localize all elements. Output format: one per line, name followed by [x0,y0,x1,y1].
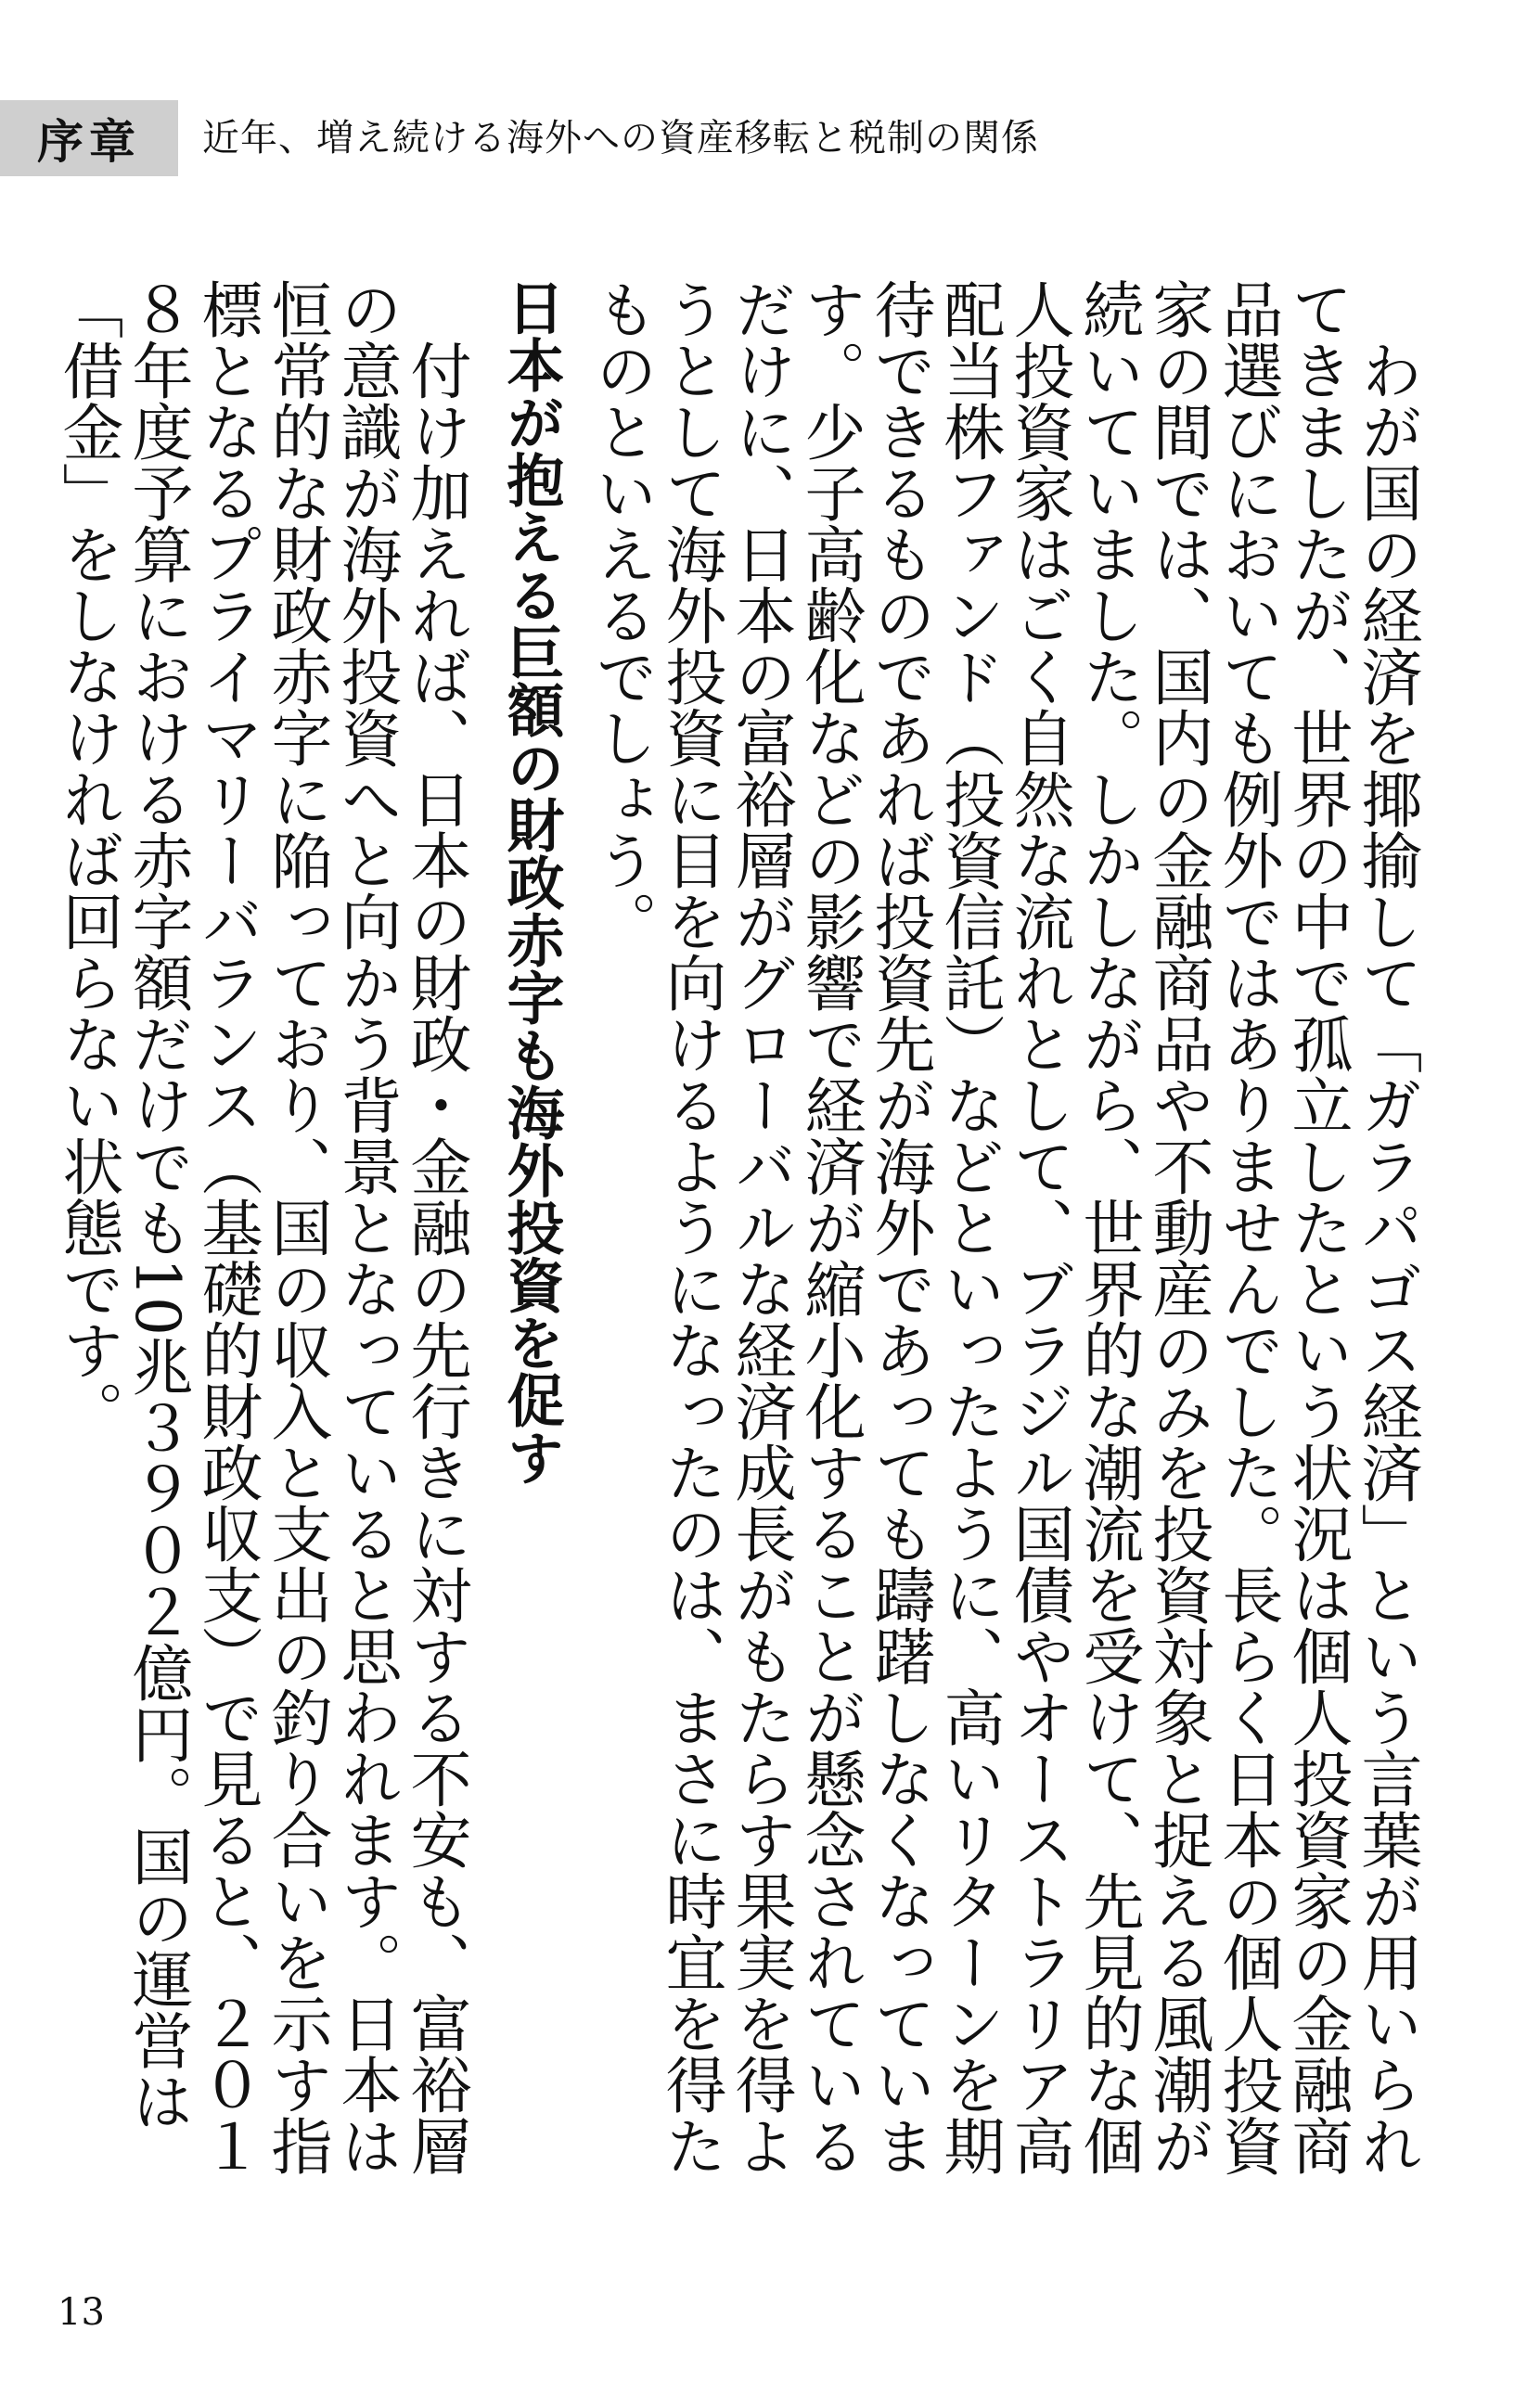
paragraph-2: 付け加えれば、日本の財政・金融の先行きに対する不安も、富裕層の意識が海外投資へと向かう背景となっていると思われます。日本は恒常的な財政赤字に陥っており、国の収入と支出の釣り合いを示す指標となるプライマリーバランス（基礎的財政収支）で見ると、２０１８年度予算における赤字額だけでも10兆３９０２億円。国の運営は「借金」をしなければ回らない状態です。 [52,278,471,2176]
body-text [53,278,1421,2208]
section-heading: 日本が抱える巨額の財政赤字も海外投資を促す [497,278,565,1486]
paragraph-1: わが国の経済を揶揄して「ガラパゴス経済」という言葉が用いられてきましたが、世界の中で孤立したという状況は個人投資家の金融商品選びにおいても例外ではありませんでした。長らく日本の個人投資家の間では、国内の金融商品や不動産のみを投資対象と捉える風潮が続いていました。しかしながら、世界的な潮流を受けて、先見的な個人投資家はごく自然な流れとして、ブラジル国債やオーストラリア高配当株ファンド（投資信託）などといったように、高いリターンを期待できるものであれば投資先が海外であっても躊躇しなくなっています。少子高齢化などの影響で経済が縮小化することが懸念されているだけに、日本の富裕層がグローバルな経済成長がもたらす果実を得ようとして海外投資に目を向けるようになったのは、まさに時宜を得たものといえるでしょう。 [585,278,1422,2176]
chapter-title: 近年、増え続ける海外への資産移転と税制の関係 [202,117,1039,160]
page-number: 13 [58,2291,105,2334]
chapter-label: 序章 [0,100,178,176]
page-header [0,100,1447,176]
